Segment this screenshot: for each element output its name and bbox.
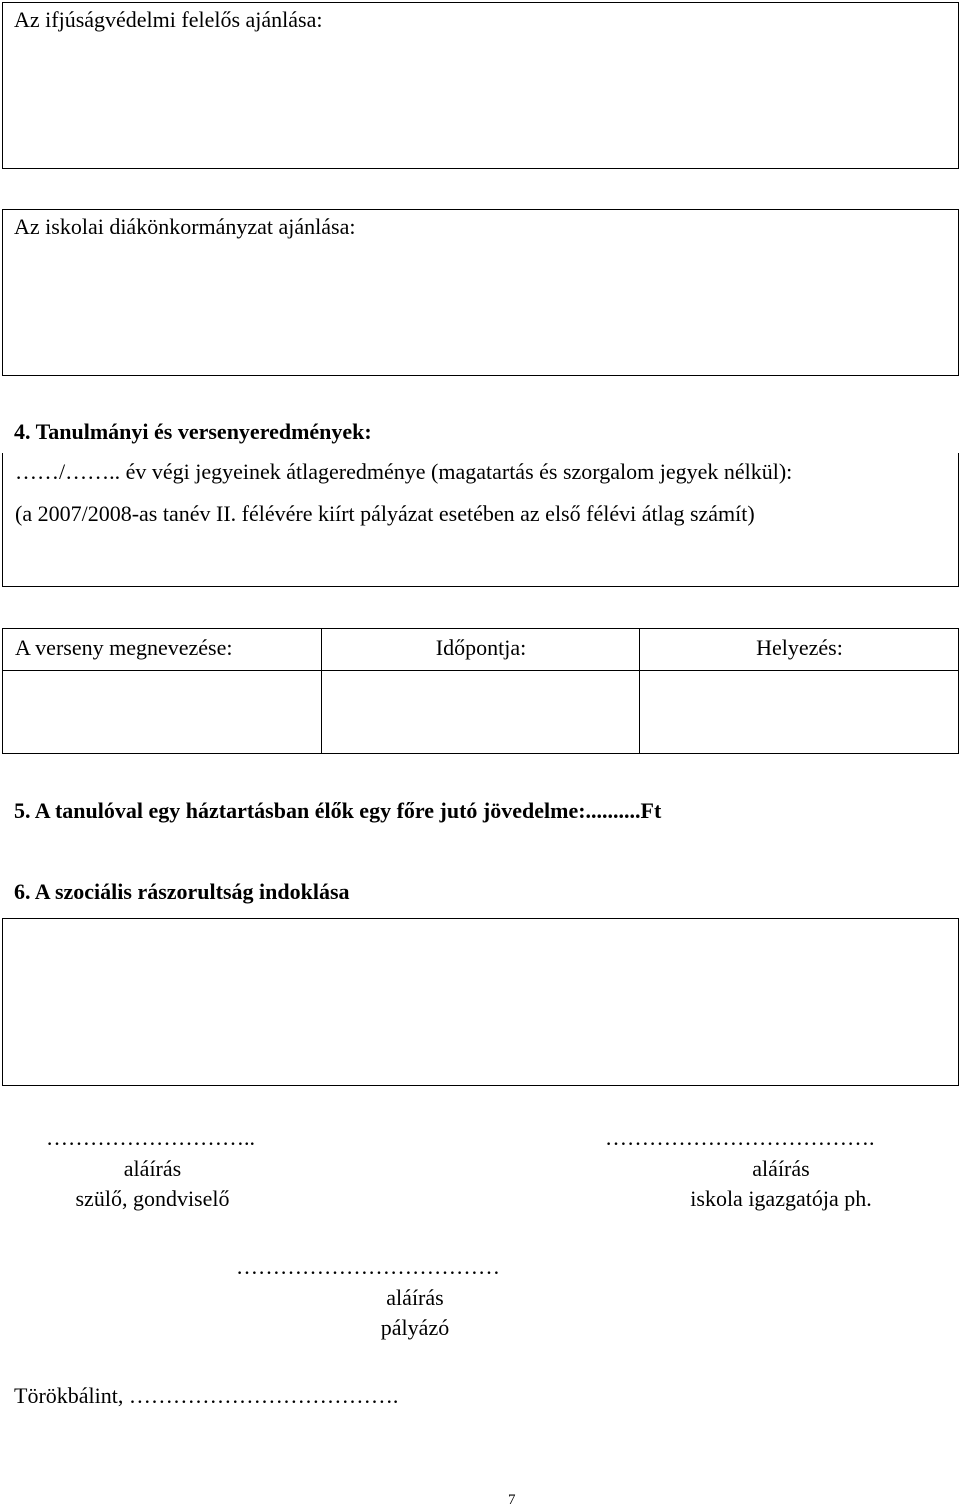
social-need-box[interactable]	[2, 918, 959, 1086]
parent-signature	[40, 1127, 265, 1210]
place-date-line: Törökbálint, ……………………………….	[14, 1383, 399, 1408]
table-cell-date[interactable]	[323, 672, 638, 753]
table-header-divider	[3, 670, 958, 671]
student-council-label: Az iskolai diákönkormányzat ajánlása:	[14, 214, 356, 239]
youth-protection-box[interactable]	[2, 2, 959, 169]
table-col-divider-1	[321, 629, 322, 753]
parent-signature-role: szülő, gondviselő	[75, 1186, 230, 1211]
applicant-signature	[236, 1256, 594, 1339]
principal-signature-dots: ……………………………….	[605, 1125, 875, 1150]
page-number: 7	[508, 1492, 516, 1508]
section6-heading: 6. A szociális rászorultság indoklása	[14, 879, 350, 904]
parent-signature-dots: ………………………..	[46, 1125, 255, 1150]
section4-heading: 4. Tanulmányi és versenyeredmények:	[14, 419, 372, 444]
income-line: 5. A tanulóval egy háztartásban élők egy főre jutó jövedelme:..........Ft	[14, 798, 662, 823]
table-cell-competition[interactable]	[3, 672, 320, 753]
applicant-signature-role: pályázó	[380, 1315, 450, 1340]
applicant-signature-label: aláírás	[386, 1285, 444, 1310]
table-header-date: Időpontja:	[435, 635, 527, 660]
youth-protection-label: Az ifjúságvédelmi felelős ajánlása:	[14, 7, 323, 32]
table-header-competition: A verseny megnevezése:	[15, 635, 233, 660]
principal-signature	[605, 1127, 957, 1210]
table-cell-placement[interactable]	[641, 672, 958, 753]
principal-signature-label: aláírás	[752, 1156, 810, 1181]
grades-line1: ……/…….. év végi jegyeinek átlageredménye (magatartás és szorgalom jegyek nélkül):	[15, 459, 793, 484]
grades-line2: (a 2007/2008-as tanév II. félévére kiírt pályázat esetében az első félévi átlag számít)	[15, 501, 755, 526]
competition-table	[2, 628, 959, 754]
student-council-box[interactable]	[2, 209, 959, 376]
principal-signature-role: iskola igazgatója ph.	[690, 1186, 872, 1211]
grades-box[interactable]	[2, 453, 959, 587]
applicant-signature-dots: ………………………………	[236, 1254, 500, 1279]
parent-signature-label: aláírás	[123, 1156, 182, 1181]
table-header-placement: Helyezés:	[756, 635, 843, 660]
table-col-divider-2	[639, 629, 640, 753]
